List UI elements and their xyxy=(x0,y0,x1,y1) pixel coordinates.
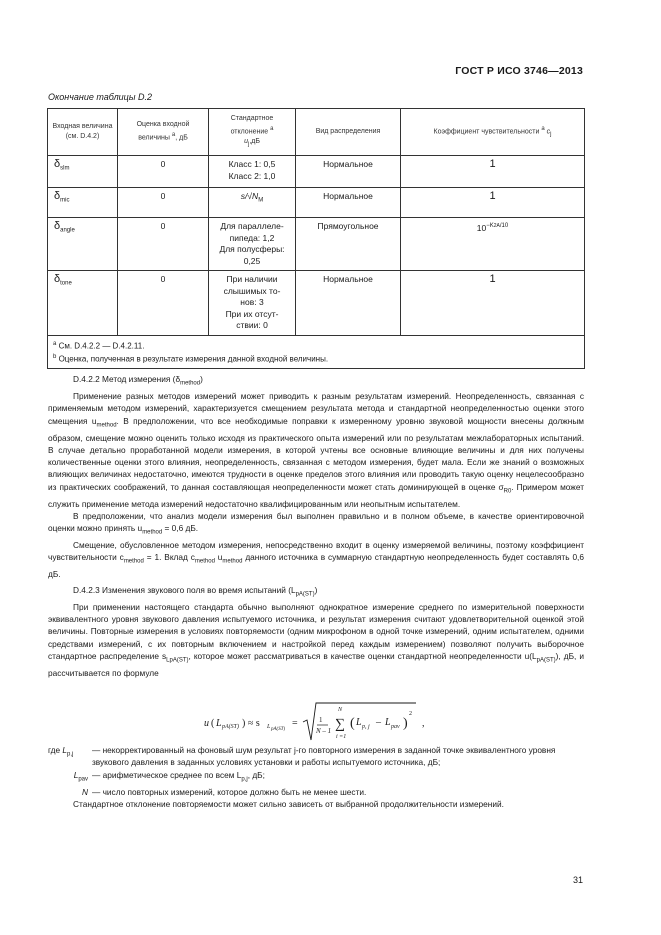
row-distribution: Нормальное xyxy=(296,271,401,336)
row-estimate: 0 xyxy=(118,271,209,336)
header-std: Стандартное отклонение a uj,дБ xyxy=(209,109,296,156)
row-coefficient: $10^{-K2A/10}$ xyxy=(401,218,585,271)
svg-text:) ≈ s: ) ≈ s xyxy=(242,718,260,729)
svg-text:(: ( xyxy=(350,716,355,731)
row-symbol: $\delta_{mic}$ xyxy=(48,188,118,218)
paragraph: В предположении, что анализ модели измерения был выполнен правильно и в полном объеме, в качестве ориентировочной оценки можно принять $u_{method} = 0,6$ дБ. xyxy=(48,510,584,536)
row-symbol: $\delta_{slm}$ xyxy=(48,156,118,188)
table-row xyxy=(48,218,585,271)
svg-text:N – 1: N – 1 xyxy=(316,727,332,735)
svg-text:1: 1 xyxy=(319,716,323,724)
table-caption: Окончание таблицы D.2 xyxy=(48,92,152,102)
svg-text:,: , xyxy=(422,718,425,729)
svg-text:): ) xyxy=(403,716,408,731)
section-title: D.4.2.2 Метод измерения $(\delta_{method})$ xyxy=(73,374,203,387)
variable-definitions xyxy=(48,744,584,810)
header-coefficient: Коэффициент чувствительности a cj xyxy=(401,109,585,156)
definition-row: $L_{pav}$ — арифметическое среднее по всем $L_{p,j}$, дБ; xyxy=(73,769,265,783)
svg-text:2: 2 xyxy=(409,711,412,717)
repeatability-formula xyxy=(200,700,460,746)
row-symbol: $\delta_{angle}$ xyxy=(48,218,118,271)
svg-text:u: u xyxy=(204,718,209,729)
svg-text:pav: pav xyxy=(391,724,400,730)
definition-row: где $L_{p,j}$ — некорректированный на фоновый шум результат j-го повторного измерения в заданной точке эквивалентного уровня звукового давления в заданных условиях установки и работы испытуемого источника, дБ; xyxy=(48,745,556,768)
svg-text:L: L xyxy=(356,717,362,728)
paragraph: При применении настоящего стандарта обычно выполняют однократное измерение среднего по измерительной поверхности эквивалентного уровня звукового давления испытуемого источника, и результат измерения считают удовлетворительной оценкой этой величины. Повторные измерения в условиях повторяемости (одним микрофоном в одной точке измерений, одним испытателем, одними средствами измерений, с их повторным включением и настройкой перед каждым измерением) позволяют получить выборочное стандартное распределение $s_{LpA(ST)}$, которое может рассматриваться в качестве оценки стандартной неопределенности $u(L_{pA(ST)})$, дБ, и рассчитывается по формуле xyxy=(48,601,584,678)
row-std: $s/√N_M$ xyxy=(209,188,296,218)
svg-text:pA(ST): pA(ST) xyxy=(271,727,286,732)
svg-text:∑: ∑ xyxy=(335,717,345,732)
header-distribution: Вид распределения xyxy=(296,109,401,156)
footnote: $^a$ См. D.4.2.2 — D.4.2.11. xyxy=(53,340,145,351)
row-std: Класс 1: 0,5 Класс 2: 1,0 xyxy=(209,156,296,188)
svg-text:i =1: i =1 xyxy=(336,734,347,740)
row-distribution: Нормальное xyxy=(296,156,401,188)
svg-text:pA(ST): pA(ST) xyxy=(222,724,239,730)
row-std: Для параллеле- пипеда: 1,2 Для полусферы: 0,25 xyxy=(209,218,296,271)
header-input: Входная величина (см. D.4.2) xyxy=(48,109,118,156)
row-coefficient: 1 xyxy=(401,188,585,218)
row-coefficient: 1 xyxy=(401,156,585,188)
table-row xyxy=(48,156,585,188)
paragraph: Применение разных методов измерений может приводить к разным результатам измерений. Неопределенность, связанная с применяемым методом измерений, характеризуется смещением результата метода и стандартной неопределенностью оценки этого смещения $u_{method}$. В предположении, что все необходимые поправки к измеренному уровню звуковой мощности внесены должным образом, смещение можно оценить только исходя из практического опыта измерений или по результатам межлабораторных испытаний. В случае детально проработанной модели измерения, в которой учтены все основные влияющие величины и для них получены количественные оценки этого влияния, неопределенность, связанная с методом измерения, будет мала. Если же знаний о возможных влияющих величинах недостаточно, имеются трудности в оценке пределов этого влияния или проводить такую оценку нецелесообразно из практических соображений, то данная составляющая неопределенности может стать доминирующей в оценке $\sigma_{R0}$. Примером может служить применение метода измерений недостаточно квалифицированным или неопытным испытателем. xyxy=(48,390,584,509)
footnotes-cell xyxy=(48,335,585,368)
row-estimate: 0 xyxy=(118,156,209,188)
footnote: $^b$ Оценка, полученная в результате измерения данной входной величины. xyxy=(53,353,329,364)
svg-text:–: – xyxy=(376,717,381,728)
svg-text:N: N xyxy=(338,707,343,713)
row-symbol: $\delta_{tone}$ xyxy=(48,271,118,336)
svg-text:L: L xyxy=(216,718,222,729)
svg-text:p, j: p, j xyxy=(362,724,370,730)
row-estimate: 0 xyxy=(118,188,209,218)
table-header-row xyxy=(48,109,585,156)
paragraph: Смещение, обусловленное методом измерения, непосредственно входит в оценку измеряемой величины, поэтому коэффициент чувствительности $c_{method} = 1$. Вклад $c_{method}$ $u_{method}$ данного источника в суммарную стандартную неопределенность будет составлять 0,6 дБ. xyxy=(48,540,584,580)
svg-text:=: = xyxy=(292,718,298,729)
document-header: ГОСТ Р ИСО 3746—2013 xyxy=(455,65,583,77)
section-title: D.4.2.3 Изменения звукового поля во время испытаний $(L_{pA(ST)})$ xyxy=(73,584,318,598)
paragraph: Стандартное отклонение повторяемости может сильно зависеть от выбранной продолжительности измерений. xyxy=(73,798,504,809)
row-coefficient: 1 xyxy=(401,271,585,336)
table-footnotes xyxy=(48,335,585,368)
definition-row: N — число повторных измерений, которое должно быть не менее шести. xyxy=(82,786,367,797)
row-estimate: 0 xyxy=(118,218,209,271)
table-row xyxy=(48,188,585,218)
page-number: 31 xyxy=(572,875,583,885)
uncertainty-table xyxy=(47,108,585,369)
row-std: При наличии слышимых то- нов: 3 При их отсут- ствии: 0 xyxy=(209,271,296,336)
svg-text:(: ( xyxy=(211,718,215,729)
row-distribution: Прямоугольное xyxy=(296,218,401,271)
svg-text:L: L xyxy=(267,724,271,730)
svg-text:L: L xyxy=(385,717,391,728)
section-d422 xyxy=(48,373,584,679)
header-estimate: Оценка входной величины a, дБ xyxy=(118,109,209,156)
row-distribution: Нормальное xyxy=(296,188,401,218)
table-row xyxy=(48,271,585,336)
